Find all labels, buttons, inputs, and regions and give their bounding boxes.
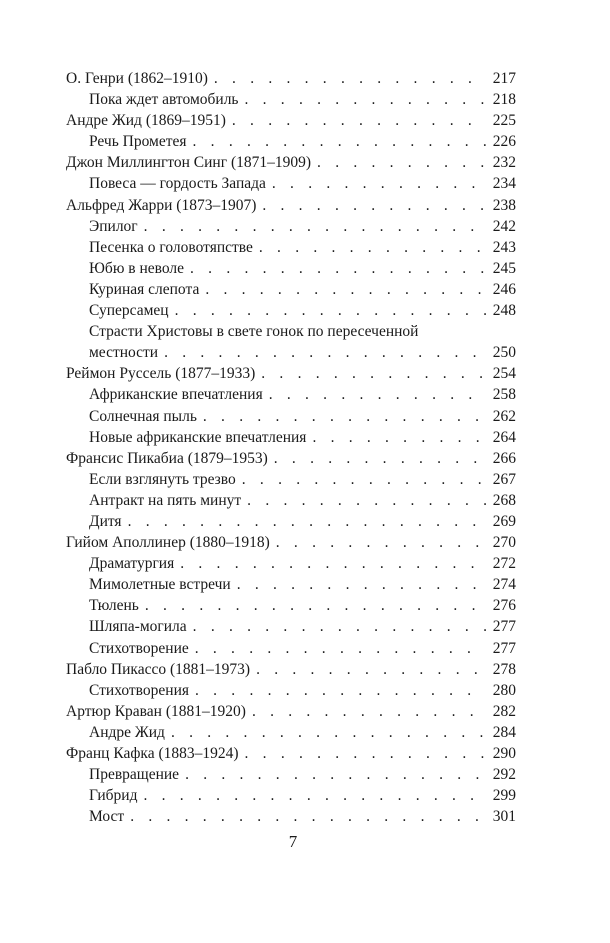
page-number: 7 <box>288 832 298 851</box>
toc-subentry <box>66 300 516 321</box>
toc-entry-page: 243 <box>492 238 516 256</box>
toc-subentry <box>66 216 516 237</box>
dot-leader <box>190 258 486 279</box>
toc-entry-title: Тюлень <box>89 597 139 615</box>
toc-entry-title: Альфред Жарри (1873–1907) <box>66 196 257 214</box>
dot-leader <box>128 511 486 532</box>
toc-entry-title: Андре Жид <box>89 723 165 741</box>
toc-entry-page: 264 <box>492 428 516 446</box>
toc-entry-title: Страсти Христовы в свете гонок по пересеченной <box>89 323 419 341</box>
toc-entry-page: 274 <box>492 576 516 594</box>
toc-entry-page: 299 <box>492 787 516 805</box>
toc-entry-page: 266 <box>492 449 516 467</box>
toc-entry-title: Новые африканские впечатления <box>89 428 307 446</box>
toc-subentry <box>66 258 516 279</box>
toc-entry-page: 280 <box>492 681 516 699</box>
dot-leader <box>144 216 486 237</box>
dot-leader <box>195 638 486 659</box>
toc-entry-title: Гибрид <box>89 787 138 805</box>
toc-entry-page: 268 <box>492 491 516 509</box>
dot-leader <box>237 574 486 595</box>
toc-entry-page: 290 <box>492 745 516 762</box>
toc-entry-title: Песенка о головотяпстве <box>89 238 253 256</box>
toc-entry-page: 269 <box>492 512 516 530</box>
dot-leader <box>180 553 486 574</box>
toc-entry-page: 217 <box>492 70 516 87</box>
table-of-contents <box>66 68 516 827</box>
toc-entry-title: Стихотворение <box>89 639 189 657</box>
dot-leader <box>274 448 486 469</box>
toc-entry-page: 225 <box>492 112 516 130</box>
dot-leader <box>262 195 486 216</box>
toc-subentry <box>66 469 516 490</box>
toc-entry-page: 250 <box>492 344 516 362</box>
toc-entry <box>66 743 516 764</box>
toc-entry-title: Повеса — гордость Запада <box>89 175 266 193</box>
toc-entry <box>66 363 516 384</box>
dot-leader <box>145 595 486 616</box>
toc-entry-title: Африканские впечатления <box>89 386 263 404</box>
dot-leader <box>269 384 486 405</box>
toc-entry-title: Гийом Аполлинер (1880–1918) <box>66 534 270 552</box>
toc-entry-page: 282 <box>492 702 516 720</box>
dot-leader <box>252 701 486 722</box>
dot-leader <box>171 722 486 743</box>
toc-entry-title: Драматургия <box>89 555 175 573</box>
toc-entry-title: Стихотворения <box>89 681 189 699</box>
toc-entry-title: Если взглянуть трезво <box>89 470 236 488</box>
toc-entry <box>66 448 516 469</box>
toc-entry-page: 254 <box>492 365 516 383</box>
toc-subentry <box>66 131 516 152</box>
toc-entry-title: Пока ждет автомобиль <box>89 91 239 109</box>
toc-entry-page: 226 <box>492 133 516 151</box>
toc-subentry <box>66 764 516 785</box>
dot-leader <box>245 89 487 110</box>
toc-entry-title: Дитя <box>89 512 122 530</box>
toc-entry-page: 301 <box>492 808 516 826</box>
toc-entry-title: Мимолетные встречи <box>89 576 231 594</box>
toc-subentry <box>66 722 516 743</box>
toc-entry-page: 248 <box>492 302 516 320</box>
toc-subentry <box>66 574 516 595</box>
toc-entry-title: Куриная слепота <box>89 280 200 298</box>
toc-subentry <box>66 427 516 448</box>
toc-subentry <box>66 89 516 110</box>
toc-subentry <box>66 237 516 258</box>
toc-entry <box>66 195 516 216</box>
toc-entry <box>66 532 516 553</box>
toc-subentry <box>66 553 516 574</box>
dot-leader <box>214 68 486 89</box>
toc-subentry <box>66 384 516 405</box>
toc-entry <box>66 659 516 680</box>
dot-leader <box>175 300 486 321</box>
toc-entry-page: 262 <box>492 407 516 425</box>
toc-subentry <box>66 279 516 300</box>
toc-entry-page: 292 <box>492 766 516 784</box>
dot-leader <box>185 764 486 785</box>
toc-entry-title: Антракт на пять минут <box>89 491 242 509</box>
toc-subentry <box>66 173 516 194</box>
toc-entry-page: 238 <box>492 196 516 214</box>
toc-entry-title: Реймон Руссель (1877–1933) <box>66 365 256 383</box>
toc-entry <box>66 110 516 131</box>
toc-subentry <box>66 490 516 511</box>
dot-leader <box>312 427 486 448</box>
toc-entry-title: Джон Миллингтон Синг (1871–1909) <box>66 154 312 172</box>
toc-entry-page: 246 <box>492 280 516 298</box>
toc-entry-page: 234 <box>492 175 516 193</box>
toc-entry <box>66 152 516 173</box>
toc-entry-title: Суперсамец <box>89 302 169 320</box>
toc-entry-title: Превращение <box>89 766 180 784</box>
dot-leader <box>272 173 486 194</box>
toc-entry-title: Шляпа-могила <box>89 618 187 636</box>
dot-leader <box>193 616 486 637</box>
dot-leader <box>205 279 486 300</box>
toc-entry-title: Мост <box>89 808 125 826</box>
toc-subentry <box>66 806 516 827</box>
dot-leader <box>247 490 486 511</box>
toc-entry-title: Юбю в неволе <box>89 259 185 277</box>
toc-entry-page: 258 <box>492 386 516 404</box>
toc-entry <box>66 68 516 89</box>
toc-entry-title: Пабло Пикассо (1881–1973) <box>66 660 251 678</box>
dot-leader <box>256 659 486 680</box>
toc-entry-page: 270 <box>492 534 516 552</box>
toc-entry-page: 218 <box>492 91 516 109</box>
toc-subentry <box>66 321 516 342</box>
toc-entry-title: Речь Прометея <box>89 133 187 151</box>
toc-entry-title: Франц Кафка (1883–1924) <box>66 745 239 762</box>
toc-entry-title: Солнечная пыль <box>89 407 197 425</box>
dot-leader <box>259 237 486 258</box>
toc-subentry <box>66 406 516 427</box>
toc-entry-page: 276 <box>492 597 516 615</box>
toc-entry-page: 272 <box>492 555 516 573</box>
toc-entry-page: 232 <box>492 154 516 172</box>
dot-leader <box>203 406 486 427</box>
toc-subentry <box>66 595 516 616</box>
toc-entry-title: Эпилог <box>89 217 138 235</box>
toc-entry <box>66 701 516 722</box>
toc-entry-page: 245 <box>492 259 516 277</box>
dot-leader <box>143 785 486 806</box>
dot-leader <box>261 363 486 384</box>
toc-subentry <box>66 638 516 659</box>
toc-entry-page: 277 <box>492 639 516 657</box>
dot-leader <box>276 532 486 553</box>
toc-entry-title: О. Генри (1862–1910) <box>66 70 208 87</box>
toc-entry-title: местности <box>89 344 159 362</box>
dot-leader <box>317 152 486 173</box>
dot-leader <box>193 131 486 152</box>
dot-leader <box>245 743 486 764</box>
toc-subentry <box>66 680 516 701</box>
dot-leader <box>130 806 486 827</box>
dot-leader <box>164 342 486 363</box>
toc-subentry <box>66 785 516 806</box>
toc-entry-page: 284 <box>492 723 516 741</box>
toc-entry-page: 267 <box>492 470 516 488</box>
toc-entry-page: 277 <box>492 618 516 636</box>
dot-leader <box>242 469 486 490</box>
toc-entry-title: Франсис Пикабиа (1879–1953) <box>66 449 268 467</box>
toc-entry-title: Артюр Краван (1881–1920) <box>66 702 246 720</box>
dot-leader <box>195 680 486 701</box>
toc-entry-page: 242 <box>492 217 516 235</box>
toc-entry-title: Андре Жид (1869–1951) <box>66 112 226 130</box>
toc-entry-page: 278 <box>492 660 516 678</box>
toc-subentry <box>66 342 516 363</box>
toc-subentry <box>66 511 516 532</box>
dot-leader <box>232 110 486 131</box>
toc-subentry <box>66 616 516 637</box>
